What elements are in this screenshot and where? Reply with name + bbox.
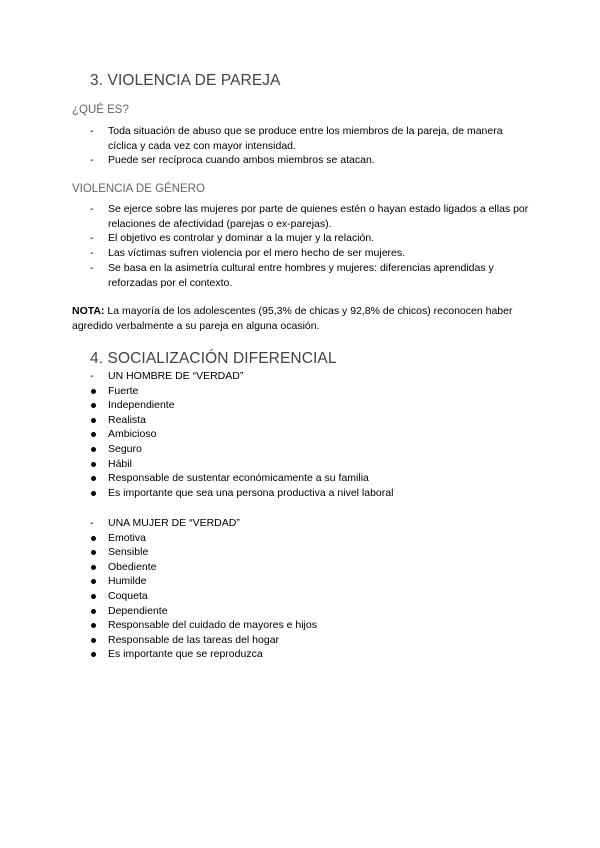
list-item: Realista	[90, 413, 530, 428]
mujer-heading: - UNA MUJER DE “VERDAD”	[90, 516, 530, 531]
list-item: Ambicioso	[90, 427, 530, 442]
list-item: - Se ejerce sobre las mujeres por parte de quienes estén o hayan estado ligados a ellas por relaciones de afectividad (parejas o ex-parejas).	[90, 202, 530, 231]
violencia-genero-heading: VIOLENCIA DE GÉNERO	[72, 183, 205, 195]
list-item: Responsable del cuidado de mayores e hijos	[90, 618, 530, 633]
violencia-genero-list	[90, 202, 530, 290]
hombre-heading: - UN HOMBRE DE “VERDAD”	[90, 369, 530, 384]
que-es-heading: ¿QUÉ ES?	[72, 104, 129, 116]
list-item: Coqueta	[90, 589, 530, 604]
list-item: - Puede ser recíproca cuando ambos miembros se atacan.	[90, 153, 530, 168]
list-item: Dependiente	[90, 604, 530, 619]
nota-paragraph	[72, 304, 532, 334]
list-item: Independiente	[90, 398, 530, 413]
mujer-list	[90, 516, 530, 662]
section-4-title: 4. SOCIALIZACIÓN DIFERENCIAL	[90, 350, 337, 367]
que-es-list	[90, 124, 530, 168]
list-item: Humilde	[90, 574, 530, 589]
list-item: Emotiva	[90, 531, 530, 546]
list-item: Fuerte	[90, 384, 530, 399]
list-item: Responsable de las tareas del hogar	[90, 633, 530, 648]
hombre-list	[90, 369, 530, 500]
list-item: Hábil	[90, 457, 530, 472]
list-item: Responsable de sustentar económicamente a su familia	[90, 471, 530, 486]
list-item: Es importante que se reproduzca	[90, 647, 530, 662]
list-item: - Las víctimas sufren violencia por el mero hecho de ser mujeres.	[90, 246, 530, 261]
list-item: - El objetivo es controlar y dominar a la mujer y la relación.	[90, 231, 530, 246]
list-item: - Toda situación de abuso que se produce entre los miembros de la pareja, de manera cíclica y cada vez con mayor intensidad.	[90, 124, 530, 153]
list-item: - Se basa en la asimetría cultural entre hombres y mujeres: diferencias aprendidas y reforzadas por el contexto.	[90, 261, 530, 290]
nota-label: NOTA:	[72, 305, 105, 317]
list-item: Obediente	[90, 560, 530, 575]
list-item: Sensible	[90, 545, 530, 560]
list-item: Seguro	[90, 442, 530, 457]
list-item: Es importante que sea una persona productiva a nivel laboral	[90, 486, 530, 501]
nota-text: La mayoría de los adolescentes (95,3% de chicas y 92,8% de chicos) reconocen haber agredido verbalmente a su pareja en alguna ocasión.	[72, 305, 513, 332]
section-3-title: 3. VIOLENCIA DE PAREJA	[90, 72, 281, 89]
